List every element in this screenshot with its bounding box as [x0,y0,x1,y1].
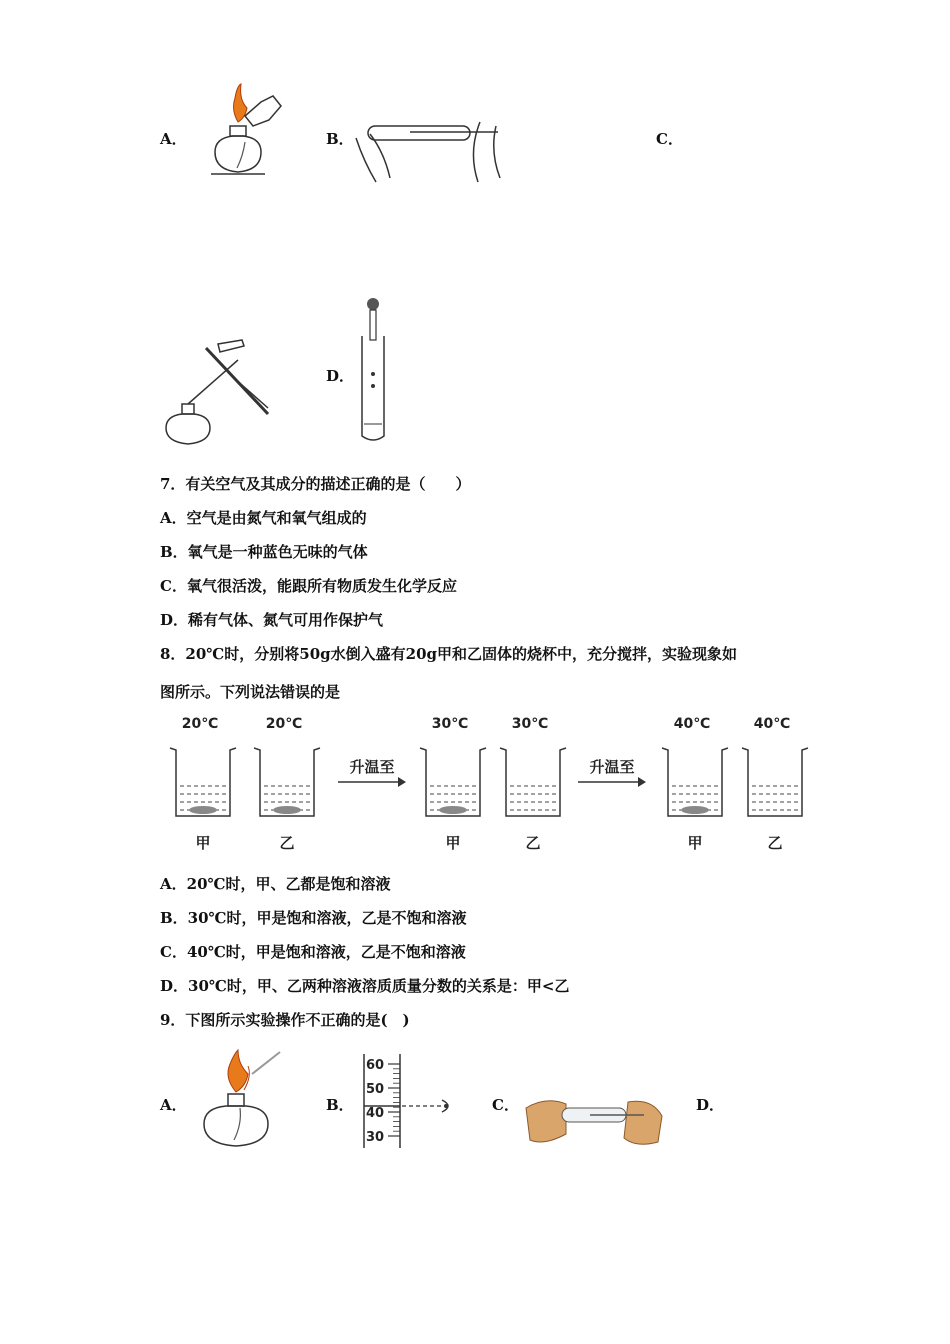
heat-to-label: 升温至 [589,758,635,776]
beaker-temp-label: 30℃ [511,716,549,732]
q8-option-d: D．30℃时，甲、乙两种溶液溶质质量分数的关系是：甲<乙 [160,977,570,995]
beaker-name-label: 乙 [767,834,783,852]
heat-arrow-head [638,777,646,787]
q6-option-c-heating-test-tube-image [158,338,278,448]
q9-option-c-label: C． [492,1096,519,1114]
cylinder-tick-label: 50 [366,1082,385,1097]
beaker-name-label: 甲 [445,834,461,852]
cylinder-tick-label: 60 [366,1058,385,1073]
q9-option-d-label: D． [696,1096,725,1114]
heat-arrow-head [398,777,406,787]
beaker-temp-label: 20℃ [181,716,219,732]
q9-option-a-label: A． [160,1096,187,1114]
beaker-temp-label: 20℃ [265,716,303,732]
q7-option-c: C．氧气很活泼，能跟所有物质发生化学反应 [160,577,457,595]
beaker-outline [254,748,320,816]
beaker-outline [170,748,236,816]
heat-to-label: 升温至 [349,758,395,776]
beaker-name-label: 乙 [525,834,541,852]
q8-option-c: C．40℃时，甲是饱和溶液，乙是不饱和溶液 [160,943,466,961]
beaker-temp-label: 40℃ [673,716,711,732]
q6-option-c-label: C． [656,130,683,148]
q8-stem-line2: 图所示。下列说法错误的是 [160,683,341,701]
beaker-name-label: 甲 [687,834,703,852]
cylinder-tick-label: 30 [366,1130,385,1145]
q9-option-b-graduated-cylinder-image [358,1050,462,1150]
q8-beaker-figure [158,706,818,858]
undissolved-solid [439,806,467,814]
beaker-name-label: 乙 [279,834,295,852]
q7-option-a: A．空气是由氮气和氧气组成的 [160,509,367,527]
q6-option-d-label: D． [326,367,355,385]
undissolved-solid [189,806,217,814]
q7-stem: 7．有关空气及其成分的描述正确的是（ ） [160,475,471,493]
q8-option-b: B．30℃时，甲是饱和溶液，乙是不饱和溶液 [160,909,467,927]
q6-option-d-dropper-image [356,296,390,446]
beaker-temp-label: 30℃ [431,716,469,732]
beaker-outline [500,748,566,816]
q9-stem: 9．下图所示实验操作不正确的是( ) [160,1011,410,1029]
undissolved-solid [681,806,709,814]
q8-option-a: A．20℃时，甲、乙都是饱和溶液 [160,875,391,893]
q9-option-b-label: B． [326,1096,354,1114]
beaker-name-label: 甲 [195,834,211,852]
q6-option-a-label: A． [160,130,187,148]
beaker-outline [742,748,808,816]
q6-option-a-lamp-lighting-lamp-image [185,82,285,186]
beaker-temp-label: 40℃ [753,716,791,732]
undissolved-solid [273,806,301,814]
beaker-outline [420,748,486,816]
beaker-outline [662,748,728,816]
cylinder-tick-label: 40 [366,1106,385,1121]
q7-option-d: D．稀有气体、氮气可用作保护气 [160,611,384,629]
q6-option-b-test-tube-hands-image [350,112,505,186]
q7-option-b: B．氧气是一种蓝色无味的气体 [160,543,368,561]
q6-option-b-label: B． [326,130,354,148]
q9-option-a-lamp-image [196,1046,286,1150]
q9-option-c-test-tube-hands-image [524,1094,664,1150]
q8-stem-line1: 8．20℃时，分别将50g水倒入盛有20g甲和乙固体的烧杯中，充分搅拌，实验现象如 [160,645,738,663]
